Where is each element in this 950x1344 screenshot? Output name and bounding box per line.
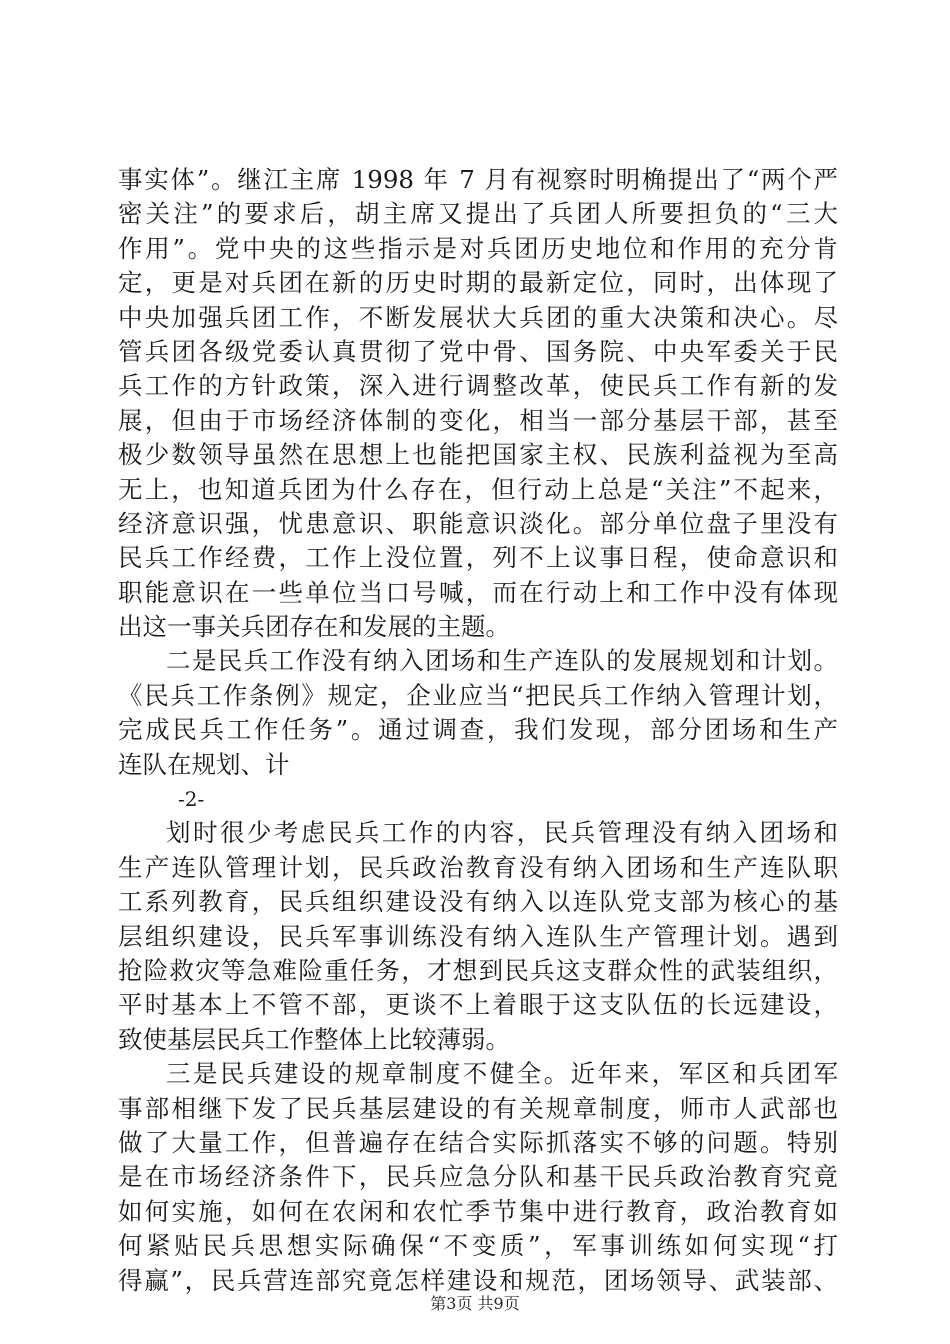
text-line: 经济意识强，忧患意识、职能意识淡化。部分单位盘子里没有 [118,508,838,538]
text-line: 事实体”。继江主席 1998 年 7 月有视察时明桷提出了“两个严 [118,165,838,194]
text-line: 三是民兵建设的规章制度不健全。近年来，军区和兵团军 [166,1059,838,1089]
text-line: 划时很少考虑民兵工作的内容，民兵管理没有纳入团场和 [166,818,838,848]
text-line: 作用”。党中央的这些指示是对兵团历史地位和作用的充分肯 [118,233,838,263]
page-footer: 第3页 共9页 [430,1294,520,1313]
text-line: 二是民兵工作没有纳入团场和生产连队的发展规划和计划。 [166,646,838,676]
text-line: 何紧贴民兵思想实际确保“不变质”，军事训练如何实现“打 [118,1231,838,1261]
text-line: 展，但由于市场经济体制的变化，相当一部分基层干部，甚至 [118,405,838,435]
text-line: 定，更是对兵团在新的历史时期的最新定位，同时，出体现了 [118,268,838,298]
text-line: 无上，也知道兵团为什么存在，但行动上总是“关注”不起来， [118,474,838,504]
inline-page-number: -2- [178,787,205,812]
text-line: 职能意识在一些单位当口号喊，而在行动上和工作中没有体现 [118,577,838,607]
text-line: 连队在规划、计 [118,749,290,779]
text-line: 密关注”的要求后，胡主席又提出了兵团人所要担负的“三大 [118,199,838,229]
text-line: 民兵工作经费，工作上没位置，列不上议事日程，使命意识和 [118,543,838,573]
body-text [118,163,838,1298]
text-line: 极少数领导虽然在思想上也能把国家主权、民族利益视为至高 [118,440,838,470]
text-line: 如何实施，如何在农闲和农忙季节集中进行教育，政治教育如 [118,1196,838,1226]
text-line: 抢险救灾等急难险重任务，才想到民兵这支群众性的武装组织， [118,955,838,985]
text-line: 中央加强兵团工作，不断发展状大兵团的重大决策和决心。尽 [118,302,838,332]
text-line: 层组织建设，民兵军事训练没有纳入连队生产管理计划。遇到 [118,921,838,951]
text-line: 得赢”，民兵营连部究竟怎样建设和规范，团场领导、武装部、 [118,1265,838,1295]
text-line: 事部相继下发了民兵基层建设的有关规章制度，师市人武部也 [118,1093,838,1123]
text-line: 平时基本上不管不部，更谈不上着眼于这支队伍的长远建设， [118,990,838,1020]
text-line: 是在市场经济条件下，民兵应急分队和基干民兵政治教育究竟 [118,1162,838,1192]
text-line: 兵工作的方针政策，深入进行调整改革，使民兵工作有新的发 [118,371,838,401]
text-line: 管兵团各级党委认真贯彻了党中骨、国务院、中央军委关于民 [118,336,838,366]
text-line: 致使基层民兵工作整体上比较薄弱。 [118,1024,510,1054]
text-line: 工系列教育，民兵组织建设没有纳入以连队党支部为核心的基 [118,887,838,917]
text-line: 完成民兵工作任务”。通过调查，我们发现，部分团场和生产 [118,715,838,745]
text-line: 出这一事关兵团存在和发展的主题。 [118,612,510,642]
text-line: 做了大量工作，但普遍存在结合实际抓落实不够的问题。特别 [118,1127,838,1157]
text-line: 《民兵工作条例》规定，企业应当“把民兵工作纳入管理计划， [118,680,838,710]
text-line: 生产连队管理计划，民兵政治教育没有纳入团场和生产连队职 [118,852,838,882]
